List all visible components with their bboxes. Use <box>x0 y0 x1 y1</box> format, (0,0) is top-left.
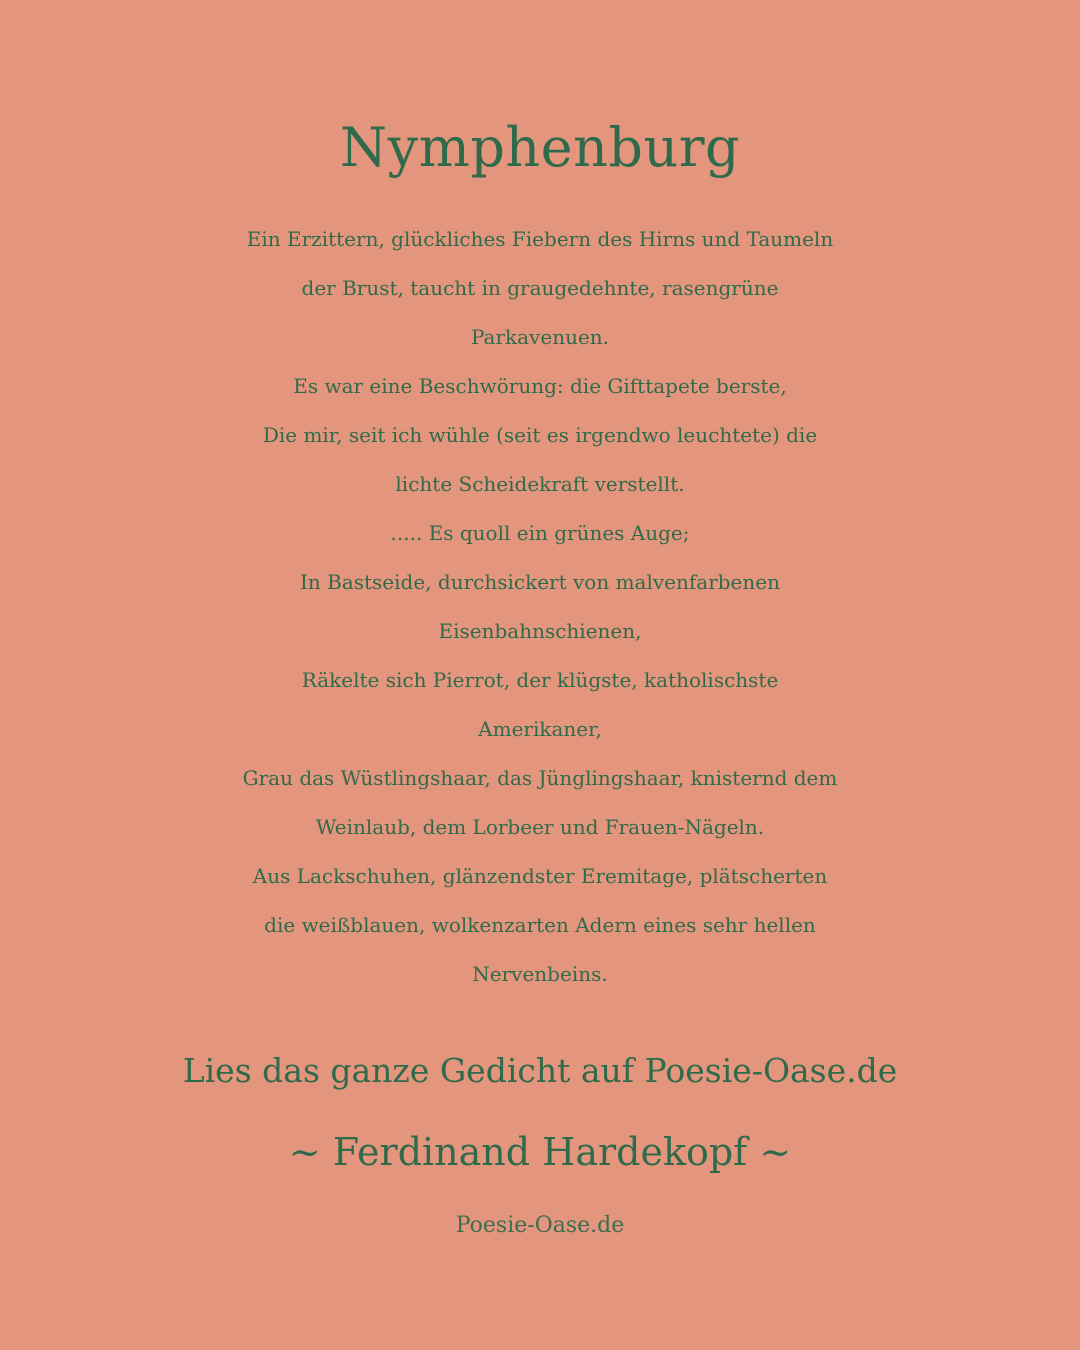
poem-line: Aus Lackschuhen, glänzendster Eremitage, plätscherten <box>252 864 828 888</box>
footer-site-name: Poesie-Oase.de <box>455 1213 625 1238</box>
poem-line: der Brust, taucht in graugedehnte, rasengrüne <box>301 276 779 300</box>
poem-line: Die mir, seit ich wühle (seit es irgendwo leuchtete) die <box>262 423 818 447</box>
poem-title: Nymphenburg <box>339 116 741 179</box>
poem-line: Weinlaub, dem Lorbeer und Frauen-Nägeln. <box>315 815 765 839</box>
poem-line: Es war eine Beschwörung: die Gifttapete berste, <box>293 374 787 398</box>
read-full-poem-text: Lies das ganze Gedicht auf Poesie-Oase.de <box>182 1051 898 1090</box>
poem-line: ..... Es quoll ein grünes Auge; <box>390 521 690 545</box>
poem-line: lichte Scheidekraft verstellt. <box>395 472 685 496</box>
poem-line: Eisenbahnschienen, <box>438 619 642 643</box>
poem-line: Parkavenuen. <box>470 325 610 349</box>
poem-line: Räkelte sich Pierrot, der klügste, katholischste <box>301 668 779 692</box>
author-name: ~ Ferdinand Hardekopf ~ <box>288 1130 792 1174</box>
poem-line: Ein Erzittern, glückliches Fiebern des Hirns und Taumeln <box>246 227 834 251</box>
poem-line: Grau das Wüstlingshaar, das Jünglingshaar, knisternd dem <box>242 766 838 790</box>
poem-body <box>0 215 1080 999</box>
poem-line: die weißblauen, wolkenzarten Adern eines sehr hellen <box>264 913 816 937</box>
poem-line: Amerikaner, <box>478 717 602 741</box>
poem-line: In Bastseide, durchsickert von malvenfarbenen <box>299 570 780 594</box>
poem-line: Nervenbeins. <box>472 962 608 986</box>
